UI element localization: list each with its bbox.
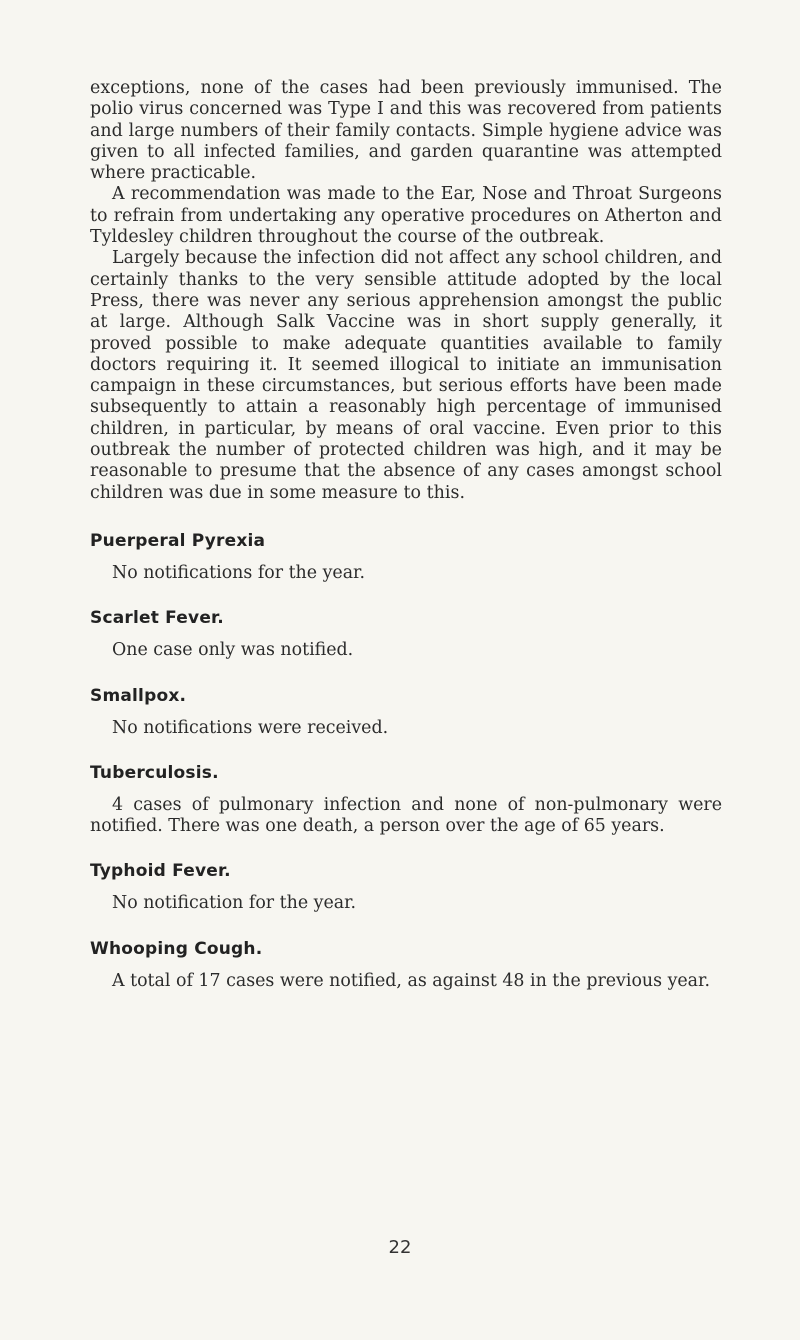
section-heading: Whooping Cough. bbox=[90, 938, 263, 959]
section-text: A total of 17 cases were notified, as against 48 in the previous year. bbox=[112, 970, 710, 991]
section-text: No notifications for the year. bbox=[112, 562, 365, 583]
section-typhoid-fever bbox=[90, 860, 722, 914]
section-tuberculosis bbox=[90, 762, 722, 838]
page-number: 22 bbox=[388, 1237, 412, 1258]
section-heading: Tuberculosis. bbox=[90, 762, 219, 783]
paragraph-polio-continuation: exceptions, none of the cases had been previously immunised. The polio virus concerned was Type I and this was recovered from patients and large numbers of their family contacts. Simple hygiene advice was given to all infected families, and garden quarantine was attempted where practicable. bbox=[90, 78, 722, 184]
section-heading: Smallpox. bbox=[90, 685, 187, 706]
paragraph-ent-recommendation: A recommendation was made to the Ear, Nose and Throat Surgeons to refrain from undertaking any operative procedures on Atherton and Tyldesley children throughout the course of the outbreak. bbox=[90, 184, 722, 248]
section-heading: Puerperal Pyrexia bbox=[90, 530, 266, 551]
section-smallpox bbox=[90, 685, 722, 739]
section-heading: Scarlet Fever. bbox=[90, 608, 224, 629]
section-text: One case only was notified. bbox=[112, 640, 354, 661]
paragraph-public-reaction: Largely because the infection did not affect any school children, and certainly thanks to the very sensible attitude adopted by the local Press, there was never any serious apprehension amongst the public at large. Although Salk Vaccine was in short supply generally, it proved possible to make adequate quantities available to family doctors requiring it. It seemed illogical to initiate an immunisation campaign in these circumstances, but serious efforts have been made subsequently to attain a reasonably high percentage of immunised children, in particular, by means of oral vaccine. Even prior to this outbreak the number of protected children was high, and it may be reasonable to presume that the absence of any cases amongst school children was due in some measure to this. bbox=[90, 248, 722, 503]
section-puerperal-pyrexia bbox=[90, 530, 722, 584]
section-text: 4 cases of pulmonary infection and none of non-pulmonary were notified. There was one death, a person over the age of 65 years. bbox=[90, 794, 722, 837]
section-whooping-cough bbox=[90, 938, 722, 992]
section-heading: Typhoid Fever. bbox=[90, 861, 231, 882]
section-scarlet-fever bbox=[90, 607, 722, 661]
section-text: No notifications were received. bbox=[112, 717, 389, 738]
document-page bbox=[90, 78, 722, 992]
section-text: No notification for the year. bbox=[112, 893, 357, 914]
